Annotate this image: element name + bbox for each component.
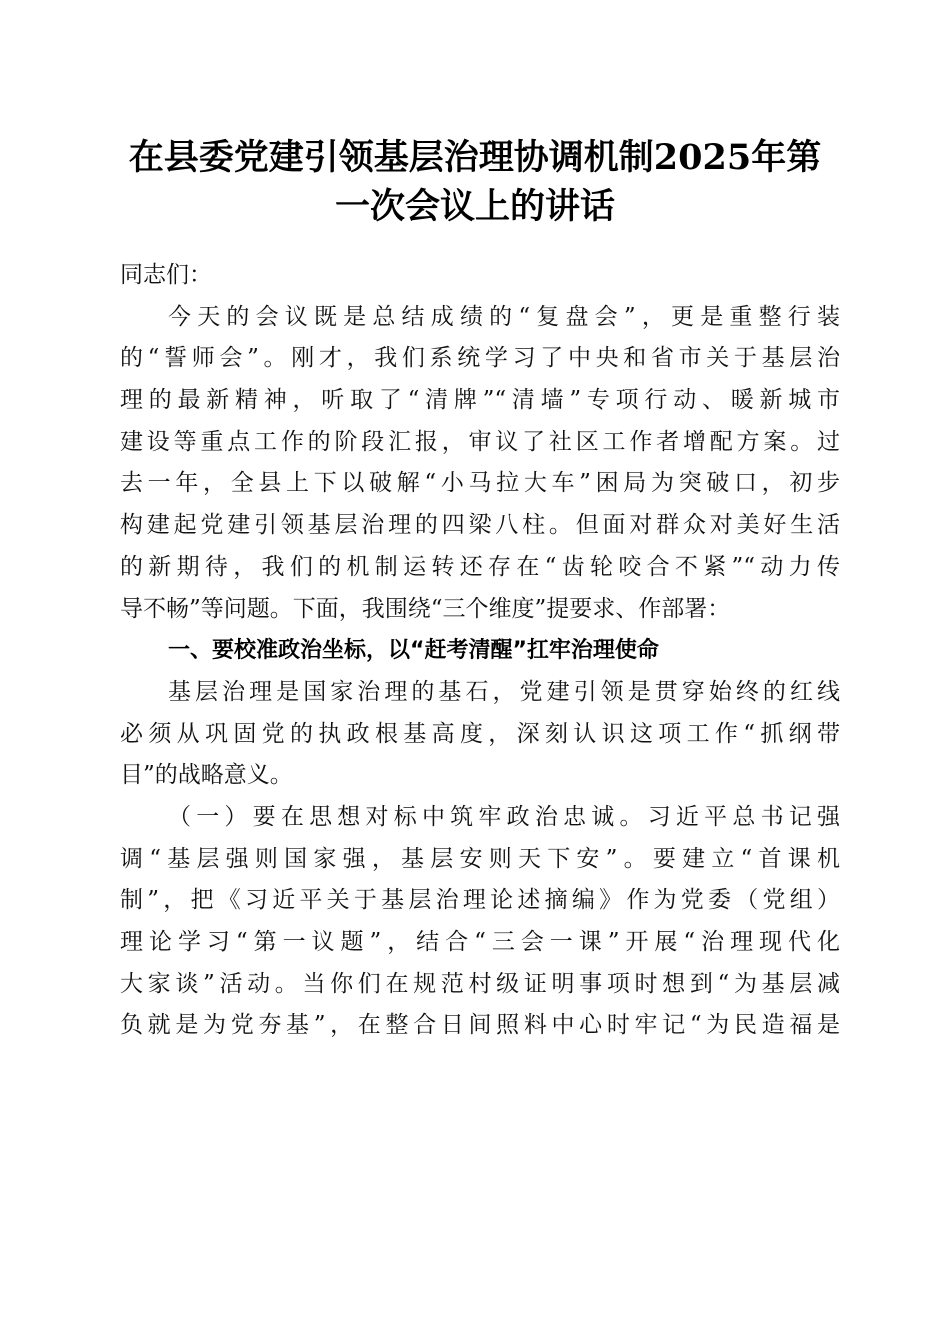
paragraph-line: 制”，把《习近平关于基层治理论述摘编》作为党委（党组）	[120, 887, 840, 914]
paragraph-line: 导不畅”等问题。下面，我围绕“三个维度”提要求、作部署：	[120, 595, 731, 622]
paragraph-line: 的新期待，我们的机制运转还存在“齿轮咬合不紧”“动力传	[120, 553, 840, 580]
paragraph-line: 今天的会议既是总结成绩的“复盘会”，更是重整行装	[168, 303, 840, 330]
paragraph-line: 理论学习“第一议题”，结合“三会一课”开展“治理现代化	[120, 929, 840, 955]
section-heading-1: 一、要校准政治坐标，以“赶考清醒”扛牢治理使命	[168, 638, 659, 664]
paragraph-line: 建设等重点工作的阶段汇报，审议了社区工作者增配方案。过	[120, 428, 840, 455]
document-title	[110, 133, 840, 231]
paragraph-line: 大家谈”活动。当你们在规范村级证明事项时想到“为基层减	[120, 970, 840, 997]
intro-paragraph	[120, 297, 840, 631]
paragraph-line: 基层治理是国家治理的基石，党建引领是贯穿始终的红线	[168, 678, 840, 705]
paragraph-line: 调“基层强则国家强，基层安则天下安”。要建立“首课机	[120, 845, 840, 872]
title-line-1: 在县委党建引领基层治理协调机制2025年第	[128, 137, 822, 178]
paragraph-line: （一）要在思想对标中筑牢政治忠诚。习近平总书记强	[168, 803, 840, 830]
paragraph-line: 理的最新精神，听取了“清牌”“清墙”专项行动、暖新城市	[120, 387, 840, 414]
paragraph-line: 的“誓师会”。刚才，我们系统学习了中央和省市关于基层治	[120, 345, 840, 372]
paragraph-line: 负就是为党夯基”，在整合日间照料中心时牢记“为民造福是	[120, 1012, 840, 1039]
paragraph-line: 必须从巩固党的执政根基高度，深刻认识这项工作“抓纲带	[120, 720, 840, 747]
section-1-paragraph-1	[120, 672, 840, 797]
paragraph-line: 去一年，全县上下以破解“小马拉大车”困局为突破口，初步	[120, 470, 840, 497]
paragraph-line: 目”的战略意义。	[120, 762, 293, 789]
section-1-paragraph-2	[120, 797, 840, 1047]
document-body	[120, 255, 840, 1047]
paragraph-line: 构建起党建引领基层治理的四梁八柱。但面对群众对美好生活	[120, 512, 840, 539]
salutation: 同志们：	[120, 262, 212, 288]
title-line-2: 一次会议上的讲话	[334, 186, 615, 227]
